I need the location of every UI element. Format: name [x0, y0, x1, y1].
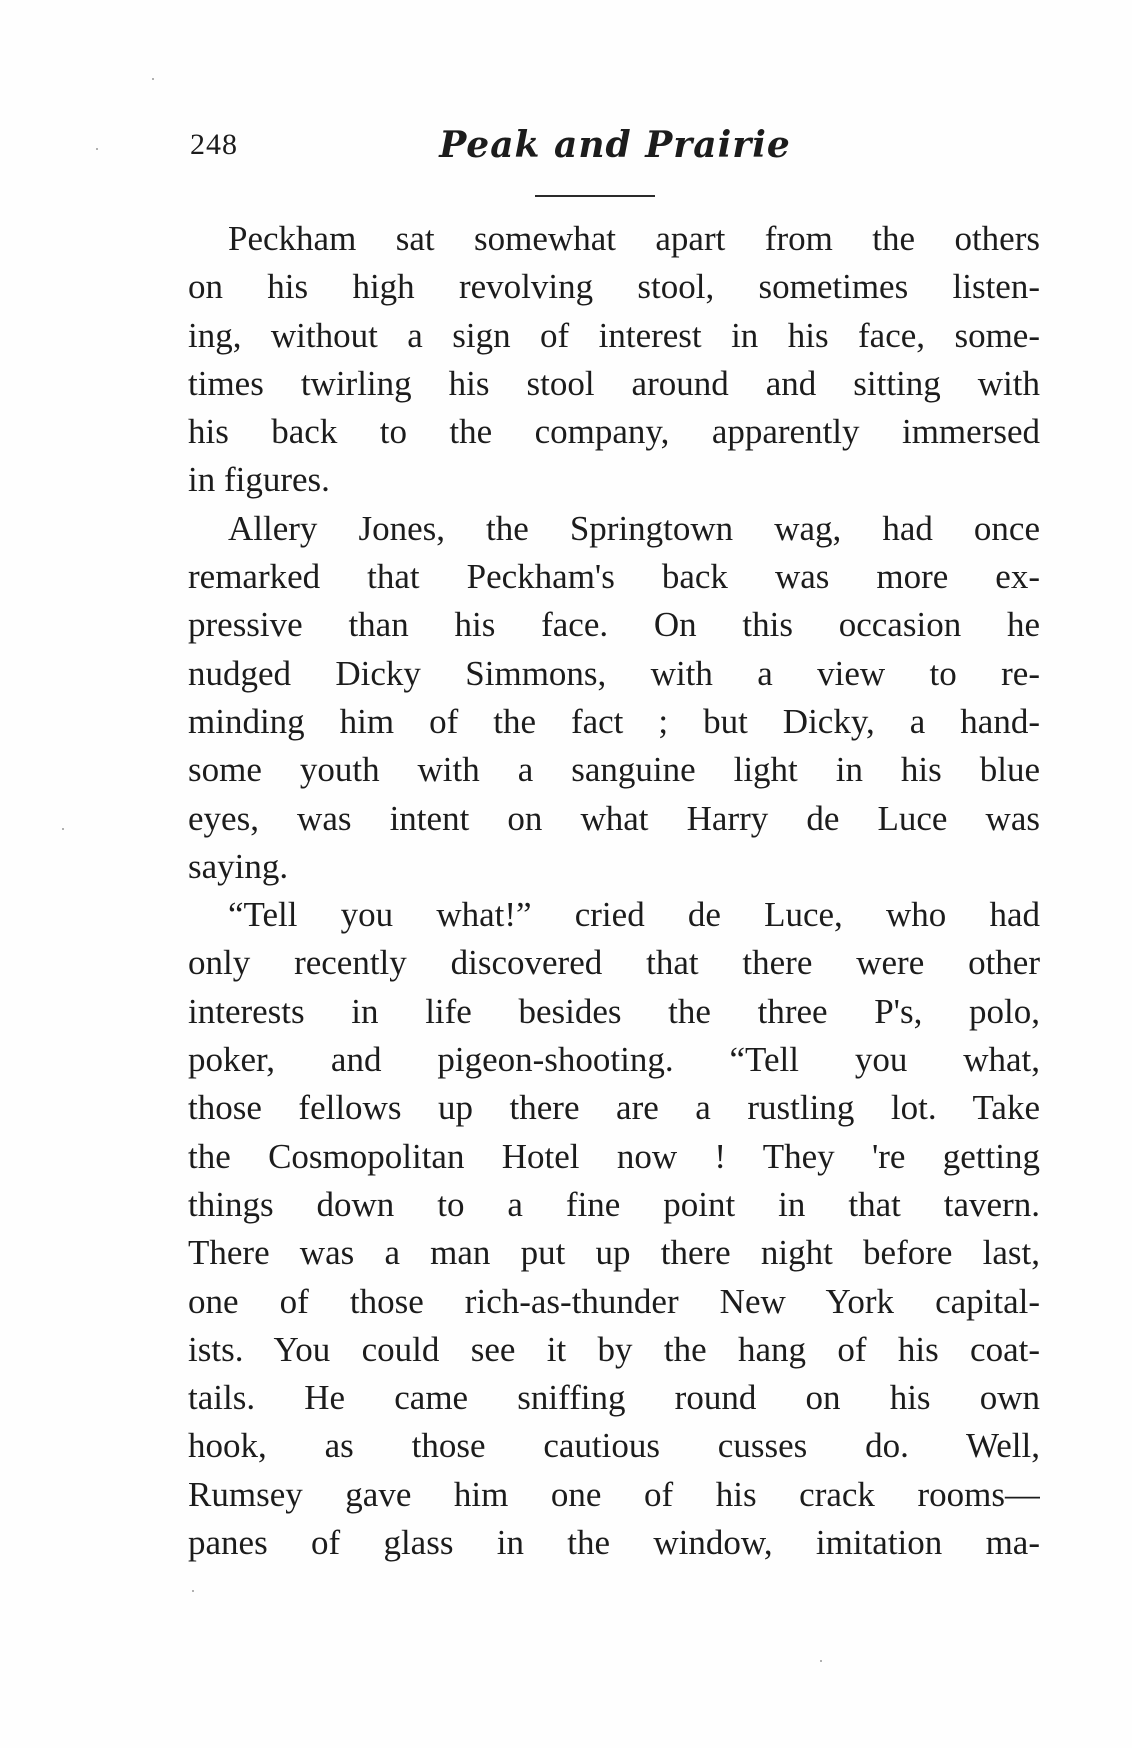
text-line: some youth with a sanguine light in his blue: [188, 750, 1040, 790]
text-line: pressive than his face. On this occasion he: [188, 605, 1040, 645]
text-line: those fellows up there are a rustling lot. Take: [188, 1088, 1040, 1128]
text-line: the Cosmopolitan Hotel now ! They 're getting: [188, 1136, 1040, 1176]
running-title: Peak and Prairie: [439, 124, 791, 166]
text-line: things down to a fine point in that tavern.: [188, 1184, 1040, 1224]
text-line: ists. You could see it by the hang of his coat-: [188, 1329, 1040, 1369]
text-line: only recently discovered that there were other: [188, 943, 1040, 983]
text-line: There was a man put up there night before last,: [188, 1233, 1040, 1273]
text-line: Peckham sat somewhat apart from the others: [228, 219, 1040, 258]
text-line: tails. He came sniffing round on his own: [188, 1378, 1040, 1418]
text-line: Allery Jones, the Springtown wag, had once: [228, 508, 1040, 548]
text-line: minding him of the fact ; but Dicky, a hand-: [188, 701, 1040, 741]
text-line: hook, as those cautious cusses do. Well,: [188, 1426, 1040, 1466]
paper-speck: [820, 1660, 822, 1662]
header-rule: [535, 195, 655, 197]
text-line: interests in life besides the three P's, polo,: [188, 991, 1040, 1031]
body-text: [188, 215, 1040, 1567]
text-line: ing, without a sign of interest in his face, some-: [188, 315, 1040, 355]
text-line: nudged Dicky Simmons, with a view to re-: [188, 653, 1040, 693]
paper-speck: [192, 1590, 194, 1592]
page-header: [190, 124, 1040, 178]
text-line: on his high revolving stool, sometimes listen-: [188, 267, 1040, 307]
text-line: his back to the company, apparently immersed: [188, 412, 1040, 452]
text-line: saying.: [188, 846, 289, 886]
paper-speck: [62, 828, 64, 830]
text-line: poker, and pigeon-shooting. “Tell you what,: [188, 1040, 1040, 1080]
text-line: panes of glass in the window, imitation ma-: [188, 1523, 1040, 1563]
text-line: eyes, was intent on what Harry de Luce was: [188, 798, 1040, 838]
text-line: Rumsey gave him one of his crack rooms—: [188, 1474, 1040, 1514]
text-line: “Tell you what!” cried de Luce, who had: [228, 895, 1040, 935]
text-line: remarked that Peckham's back was more ex-: [188, 557, 1040, 597]
page-number: 248: [190, 128, 238, 161]
paper-speck: [152, 78, 154, 80]
text-line: one of those rich-as-thunder New York capital-: [188, 1281, 1040, 1321]
text-line: in figures.: [188, 460, 330, 500]
paper-speck: [96, 148, 98, 150]
text-line: times twirling his stool around and sitting with: [188, 363, 1040, 403]
